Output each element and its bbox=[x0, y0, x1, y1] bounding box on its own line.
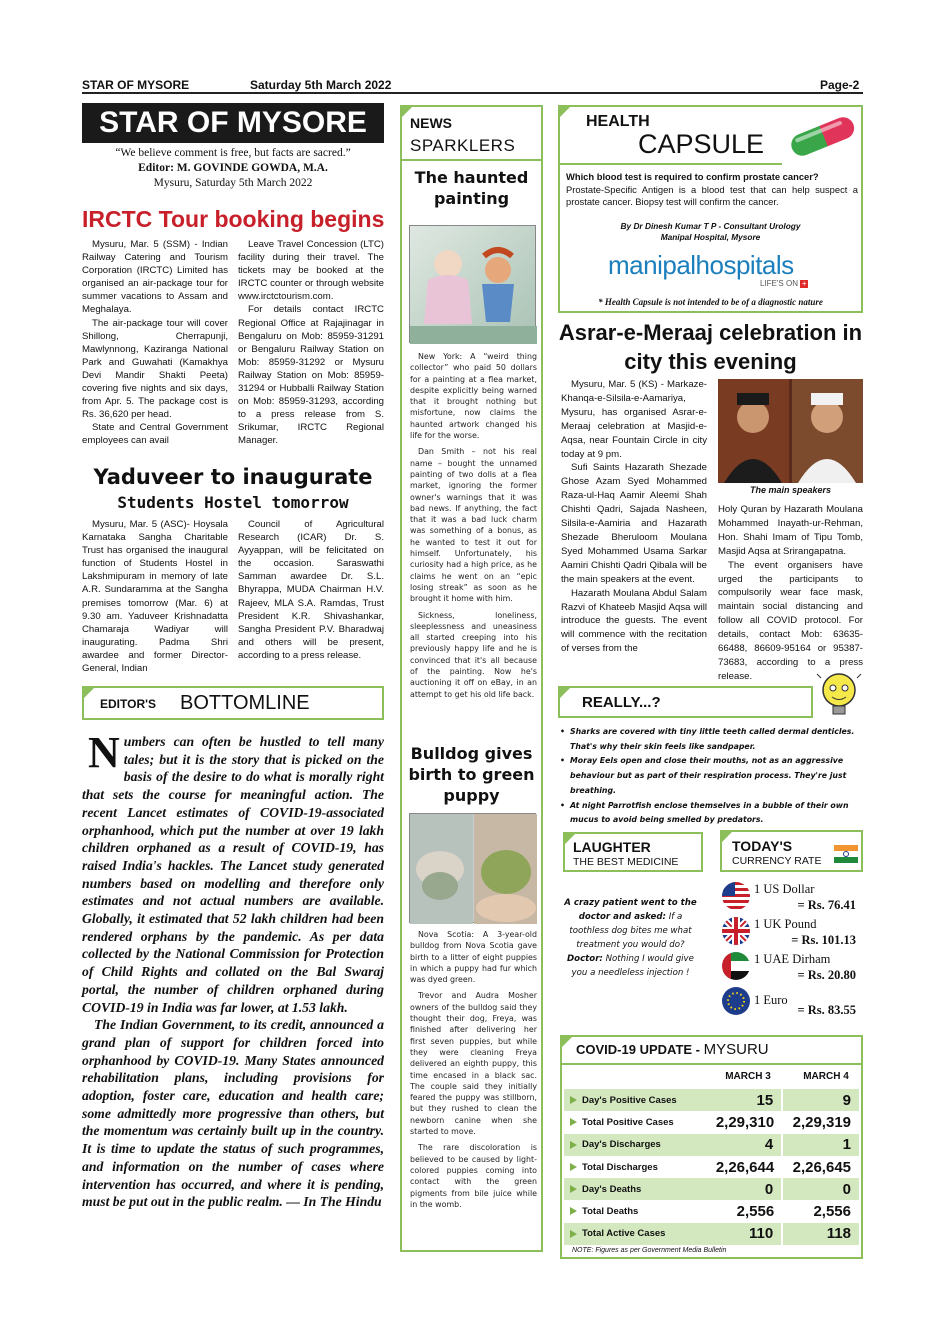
laughter-label-a: LAUGHTER bbox=[573, 839, 651, 855]
covid-label-b: MYSURU bbox=[703, 1041, 769, 1058]
story-paragraph: Dan Smith – not his real name – bought the unnamed painting of two dolls at a flea market, ignoring the former owner's warnings that it was bad news. If anything, the fact that it was a bad luck charm was something of a bonus, as he wanted to test it out for himself. Unfortunately, his curiosity had a high price, as he claims he went on an “epic losing streak” as soon as he brought it home with him. bbox=[410, 447, 537, 604]
article-paragraph: State and Central Government employees can avail bbox=[82, 422, 228, 447]
covid-title bbox=[576, 1041, 769, 1058]
divider bbox=[562, 1063, 861, 1065]
currency-name: 1 UAE Dirham bbox=[754, 952, 831, 966]
yaduveer-headline: Yaduveer to inaugurate bbox=[93, 465, 373, 489]
really-item: • At night Parrotfish enclose themselves in a bubble of their own mucus to avoid being smelled by predators. bbox=[560, 799, 863, 828]
currency-value: = Rs. 101.13 bbox=[791, 933, 856, 947]
currency-row-gbp bbox=[720, 915, 860, 949]
header-page: Page-2 bbox=[820, 78, 860, 92]
news-label-a: NEWS bbox=[410, 115, 452, 131]
joke-line: If a toothless dog bites me what treatment you would do? bbox=[569, 912, 692, 950]
row-value: 2,556 bbox=[736, 1203, 775, 1221]
yaduveer-col2 bbox=[238, 518, 384, 662]
table-row bbox=[564, 1156, 859, 1178]
health-byline-1: By Dr Dinesh Kumar T P - Consultant Urology bbox=[620, 221, 801, 231]
story2-headline: Bulldog gives birth to green puppy bbox=[408, 744, 535, 805]
editorial-text: umbers can often be hustled to tell many tales; but it is the story that is picked on the basis of the desire to do what is morally right that sets the course for meaningful action. The recent Lancet estimates of COVID-19-associated orphanhood, which put the number at over 19 lakh children orphaned as a result of COVID-19, has raised India's hackles. The Lancet study generated numbers based on modelling and therefore only estimates and not actual numbers are available. Globally, it estimated that 52 lakh children had been rendered orphans by the pandemic. As per data collected by the National Commission for Protection of Child Rights and collated on the Bal Swaraj portal, the number of children orphaned during COVID-19 in India was far lower, at 1.53 lakh. bbox=[82, 734, 384, 1015]
story1-body bbox=[410, 351, 537, 700]
article-paragraph: Mysuru, Mar. 5 (ASC)- Hoysala Karnataka Sangha Charitable Trust has organised the inaugural function of Students Hostel in Lakshmipuram in memory of late A.R. Sundaramma at the Sangha premises tomorrow (Mar. 6) at 9.30 am. Yaduveer Krishnadatta Chamaraja Wadiyar will inaugurating. Padma Shri awardee and former Director-General, Indian bbox=[82, 519, 228, 675]
uk-flag-icon bbox=[722, 917, 750, 945]
dolls-illustration bbox=[410, 226, 537, 344]
masthead-editor: Editor: M. GOVINDE GOWDA, M.A. bbox=[138, 162, 328, 174]
currency-row-aed bbox=[720, 950, 860, 984]
currency-label-box bbox=[720, 830, 863, 872]
health-byline-2: Manipal Hospital, Mysore bbox=[660, 232, 761, 242]
us-flag-icon bbox=[722, 882, 750, 910]
really-list bbox=[560, 725, 863, 828]
row-value: 2,26,645 bbox=[792, 1158, 851, 1176]
health-capsule-box bbox=[558, 105, 863, 313]
news-label-b: SPARKLERS bbox=[410, 136, 516, 155]
header-paper: STAR OF MYSORE bbox=[82, 78, 190, 92]
joke-line: Doctor: bbox=[567, 954, 603, 964]
masthead-motto: “We believe comment is free, but facts are sacred.” bbox=[115, 147, 351, 159]
tag-corner bbox=[559, 687, 571, 699]
row-value: 4 bbox=[705, 1134, 782, 1156]
currency-row-usd bbox=[720, 880, 860, 914]
currency-name: 1 US Dollar bbox=[754, 882, 815, 896]
health-label-b: CAPSULE bbox=[638, 129, 765, 159]
table-row bbox=[564, 1134, 859, 1156]
table-row bbox=[564, 1178, 859, 1200]
table-row bbox=[564, 1111, 859, 1133]
row-label: Total Positive Cases bbox=[564, 1111, 705, 1133]
covid-box bbox=[560, 1035, 863, 1259]
row-label: Total Active Cases bbox=[564, 1223, 705, 1245]
asrar-headline: Asrar-e-Meraaj celebration in city this evening bbox=[558, 320, 863, 374]
tag-corner bbox=[561, 1036, 573, 1048]
row-value: 0 bbox=[782, 1178, 859, 1200]
article-paragraph: Mysuru, Mar. 5 (KS) - Markaze-Khanqa-e-Silsila-e-Aamariya, Mysuru, has organised Asrar-e-Meraaj celebration at Masjid-e-Aqsa, near Fountain Circle in city today at 9 pm. bbox=[561, 379, 707, 460]
speakers-illustration bbox=[718, 379, 863, 483]
table-row bbox=[564, 1223, 859, 1245]
really-item: • Sharks are covered with tiny little teeth called dermal denticles. That's why their skin feels like sandpaper. bbox=[560, 725, 863, 754]
covid-note: NOTE: Figures as per Government Media Bulletin bbox=[572, 1247, 727, 1254]
editorial-body bbox=[82, 728, 384, 1211]
lightbulb-icon bbox=[815, 670, 863, 722]
currency-value: = Rs. 20.80 bbox=[797, 968, 856, 982]
article-paragraph: For details contact IRCTC Regional Office at Rajajinagar in Bengaluru on Mob: 85959-31291 or Bengaluru Railway Station on Mob: 85959-31292 or Mysuru Railway Station on Mob: 85959-31294 or Hubballi Railway Station on Mob: 85959-31293, according to a press release from S. Srikumar, IRCTC Regional Manager. bbox=[238, 304, 384, 447]
row-label: Total Deaths bbox=[564, 1200, 705, 1222]
currency-value: = Rs. 83.55 bbox=[797, 1003, 856, 1017]
story-paragraph: New York: A “weird thing collector” who paid 50 dollars for a painting at a flea market, despite explicitly being warned that it brought nothing but misfortune, now claims the haunted artwork changed his life for the worse. bbox=[410, 352, 537, 441]
capsule-pill-icon bbox=[784, 109, 864, 165]
health-qa bbox=[566, 171, 858, 209]
article-paragraph: Hazarath Moulana Abdul Salam Razvi of Khateeb Masjid Aqsa will introduce the guests. The event will commence with the recitation of verses from the bbox=[561, 587, 707, 655]
manipal-tagline-text: LIFE'S ON bbox=[760, 279, 798, 288]
row-value: 2,29,310 bbox=[715, 1113, 775, 1131]
masthead-title: STAR OF MYSORE bbox=[82, 103, 384, 143]
health-note: * Health Capsule is not intended to be of a diagnostic nature bbox=[598, 297, 823, 307]
editor-label-a: EDITOR'S bbox=[100, 697, 156, 711]
covid-col2-header: MARCH 4 bbox=[803, 1071, 849, 1082]
row-value: 1 bbox=[782, 1134, 859, 1156]
row-value: 110 bbox=[705, 1223, 782, 1245]
currency-name: 1 Euro bbox=[754, 993, 788, 1007]
health-answer: Prostate-Specific Antigen is a blood test that can help suspect a prostate cancer. Biopsy test will confirm the cancer. bbox=[566, 183, 858, 207]
laughter-joke bbox=[563, 896, 698, 980]
row-label: Day's Discharges bbox=[564, 1134, 705, 1156]
irctc-col2 bbox=[238, 238, 384, 448]
masthead-sub bbox=[82, 146, 384, 191]
editor-label-box bbox=[82, 686, 384, 720]
divider bbox=[560, 163, 782, 165]
editor-label-b: BOTTOMLINE bbox=[180, 692, 310, 714]
header-date: Saturday 5th March 2022 bbox=[250, 78, 392, 92]
joke-line: Nothing I would give you a needleless injection ! bbox=[571, 954, 694, 978]
india-flag-icon bbox=[834, 845, 858, 863]
drop-cap: N bbox=[88, 728, 120, 777]
story-paragraph: Trevor and Audra Mosher owners of the bulldog said they thought their dog, Freya, was finished after delivering her first seven puppies, but while they were cleaning Freya delivered an eighth puppy, this time encased in a black sac. The couple said they initially feared the puppy was stillborn, but they rushed to clean the newborn canine when she started to move. bbox=[410, 991, 537, 1137]
covid-label-a: COVID-19 UPDATE - bbox=[576, 1042, 700, 1057]
yaduveer-subhead: Students Hostel tomorrow bbox=[117, 493, 349, 512]
row-value: 2,26,644 bbox=[715, 1158, 775, 1176]
covid-col1-header: MARCH 3 bbox=[725, 1071, 771, 1082]
puppy-illustration bbox=[410, 814, 537, 924]
editorial-paragraph: The Indian Government, to its credit, announced a grand plan of support for children forced into orphanhood by COVID-19. Many States announced rehabilitation plans, including provisions for adoption, foster care, education and health care; some admittedly more progressive than others, but the momentum was certainly built up in the country. It is time to update the status of such programmes, and information on the number of cases where intervention has occurred, and where it is pending, must be put out in the public realm. — In The Hindu bbox=[82, 1017, 384, 1210]
table-row bbox=[564, 1089, 859, 1111]
article-paragraph: The air-package tour will cover Shillong, Cherrapunji, Mawlynnong, Kaziranga National Park and Guwahati (Kamakhya Devi Mandir Shakti Peeta) covering five nights and six days, from Apr. 5. The package cost is Rs. 36,620 per head. bbox=[82, 317, 228, 421]
speakers-caption: The main speakers bbox=[749, 485, 832, 495]
laughter-label-b: THE BEST MEDICINE bbox=[573, 856, 679, 868]
health-question: Which blood test is required to confirm prostate cancer? bbox=[566, 171, 819, 182]
editorial-paragraph bbox=[82, 728, 384, 1016]
row-value: 9 bbox=[782, 1089, 859, 1111]
row-label: Day's Positive Cases bbox=[564, 1089, 705, 1111]
currency-label-a: TODAY'S bbox=[732, 838, 793, 854]
table-row bbox=[564, 1200, 859, 1222]
irctc-col1 bbox=[82, 238, 228, 448]
health-byline bbox=[560, 221, 861, 243]
story1-headline: The haunted painting bbox=[414, 168, 529, 208]
irctc-headline: IRCTC Tour booking begins bbox=[82, 206, 385, 232]
news-sparklers-box bbox=[400, 105, 543, 1252]
asrar-col2 bbox=[718, 503, 863, 684]
tag-corner bbox=[559, 106, 571, 118]
manipal-tagline bbox=[760, 279, 808, 288]
joke-line: A crazy patient went to the doctor and asked: bbox=[564, 898, 697, 922]
row-value: 2,556 bbox=[813, 1203, 851, 1221]
masthead-dateline: Mysuru, Saturday 5th March 2022 bbox=[153, 177, 313, 189]
article-paragraph: Council of Agricultural Research (ICAR) Dr. S. Ayyappan, will be felicitated on the occasion. Saraswathi Samman awardee Dr. S.L. Bhyrappa, MUDA Chairman H.V. Rajeev, MLA S.A. Ramdas, Trust President K.R. Shivashankar, Sangha President P.V. Bharadwaj and others will be present, according to a press release. bbox=[238, 519, 384, 661]
divider bbox=[402, 159, 541, 161]
health-label-a: HEALTH bbox=[586, 113, 650, 130]
covid-table bbox=[564, 1089, 859, 1245]
eu-flag-icon bbox=[722, 987, 750, 1015]
yaduveer-col1 bbox=[82, 518, 228, 675]
row-label: Day's Deaths bbox=[564, 1178, 705, 1200]
currency-label-b: CURRENCY RATE bbox=[732, 855, 822, 867]
article-paragraph: Holy Quran by Hazarath Moulana Mohammed Inayath-ur-Rehman, Hon. Shahi Imam of Tipu Tomb, Masjid Aqsa at Srirangapatna. bbox=[718, 504, 863, 557]
currency-row-eur bbox=[720, 985, 860, 1019]
article-paragraph: Sufi Saints Hazarath Shezade Ghose Azam Syed Mohammed Raza-ul-Haq Aamir Aleemi Shah Chishti Qadri, Sajada Nasheen, Silsila-e-Aamiria and Hazarath Shezade Bheruloom Moulana Syed Mohammed Usama Sarkar Aamiri Chishti Qadri Qibala will be the main speakers at the event. bbox=[561, 462, 707, 585]
laughter-label-box bbox=[563, 832, 703, 872]
tag-corner bbox=[83, 687, 95, 699]
story-paragraph: Sickness, loneliness, sleeplessness and uneasiness all started creeping into his previously happy life and he is convinced that it's all because of the painting. Now he's auctioning it off on eBay, in an attempt to get his old life back. bbox=[410, 610, 537, 699]
article-paragraph: Leave Travel Concession (LTC) facility during their travel. The tickets may be booked at the IRCTC counter or through website www.irctctourism.com. bbox=[238, 239, 384, 303]
manipal-logo: manipalhospitals bbox=[608, 250, 794, 280]
story2-body bbox=[410, 929, 537, 1210]
really-label-box bbox=[558, 686, 813, 718]
row-value: 2,29,319 bbox=[792, 1113, 851, 1131]
article-paragraph: Mysuru, Mar. 5 (SSM) - Indian Railway Catering and Tourism Corporation (IRCTC) Limited has organised an air-package tour for summer vacations to Assam and Meghalaya. bbox=[82, 239, 228, 316]
plus-icon: + bbox=[801, 279, 807, 288]
row-value: 118 bbox=[782, 1223, 859, 1245]
green-puppy-image bbox=[409, 813, 536, 923]
story-paragraph: The rare discoloration is believed to be caused by light-colored puppies coming into contact with the green pigments from bile juice while in the womb. bbox=[410, 1143, 537, 1209]
row-label: Total Discharges bbox=[564, 1156, 705, 1178]
really-item: • Moray Eels open and close their mouths, not as an aggressive behaviour but as part of their respiration process. They're just breathing. bbox=[560, 754, 863, 798]
haunted-painting-image bbox=[409, 225, 536, 343]
row-value: 15 bbox=[705, 1089, 782, 1111]
currency-value: = Rs. 76.41 bbox=[797, 898, 856, 912]
uae-flag-icon bbox=[722, 952, 750, 980]
article-paragraph: The event organisers have urged the participants to compulsorily wear face mask, maintain social distancing and follow all COVID protocol. For details, contact Mob: 63635-66488, 86609-95164 or 95387-73683, according to a press release. bbox=[718, 559, 863, 682]
story-paragraph: Nova Scotia: A 3-year-old bulldog from Nova Scotia gave birth to a litter of eight puppies in which a puppy had fur which was dyed green. bbox=[410, 930, 537, 985]
header-rule bbox=[82, 92, 863, 94]
row-value: 0 bbox=[705, 1178, 782, 1200]
currency-name: 1 UK Pound bbox=[754, 917, 817, 931]
speakers-photo bbox=[718, 379, 863, 483]
asrar-col1 bbox=[561, 378, 707, 656]
really-label: REALLY...? bbox=[582, 694, 661, 711]
